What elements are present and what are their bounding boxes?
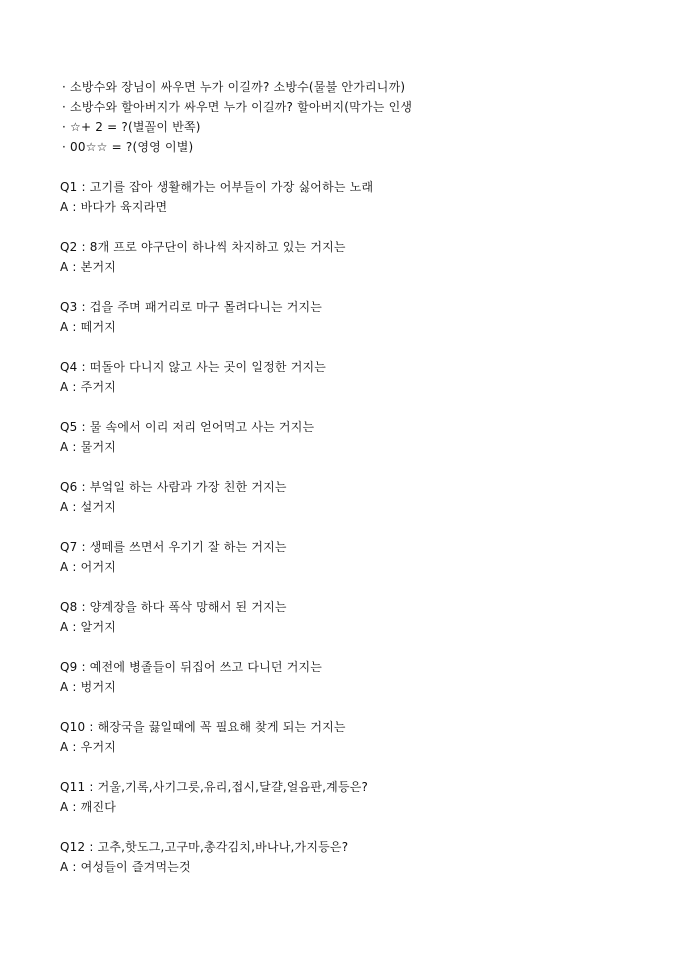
question: Q5 : 물 속에서 이리 저리 얻어먹고 사는 거지는 bbox=[60, 420, 315, 434]
qa-item bbox=[60, 360, 373, 420]
qa-item bbox=[60, 180, 373, 240]
qa-item bbox=[60, 540, 373, 600]
question: Q7 : 생떼를 쓰면서 우기기 잘 하는 거지는 bbox=[60, 540, 287, 554]
answer: A : 깨진다 bbox=[60, 800, 117, 814]
answer: A : 우거지 bbox=[60, 740, 117, 754]
answer: A : 주거지 bbox=[60, 380, 117, 394]
question: Q9 : 예전에 병졸들이 뒤집어 쓰고 다니던 거지는 bbox=[60, 660, 323, 674]
question: Q11 : 거울,기록,사기그릇,유리,접시,달걀,얼음판,계등은? bbox=[60, 780, 369, 794]
answer: A : 본거지 bbox=[60, 260, 117, 274]
riddle-bullet-list bbox=[62, 80, 412, 160]
qa-item bbox=[60, 660, 373, 720]
question: Q10 : 해장국을 끓일때에 꼭 필요해 찾게 되는 거지는 bbox=[60, 720, 346, 734]
question: Q6 : 부엌일 하는 사람과 가장 친한 거지는 bbox=[60, 480, 287, 494]
qa-item bbox=[60, 480, 373, 540]
riddle-bullet: · 00☆☆ = ?(영영 이별) bbox=[62, 140, 194, 154]
riddle-bullet: · 소방수와 장님이 싸우면 누가 이길까? 소방수(물불 안가리니까) bbox=[62, 80, 406, 94]
question: Q12 : 고추,핫도그,고구마,총각김치,바나나,가지등은? bbox=[60, 840, 349, 854]
qa-item bbox=[60, 300, 373, 360]
qa-list bbox=[60, 180, 373, 900]
riddle-bullet: · 소방수와 할아버지가 싸우면 누가 이길까? 할아버지(막가는 인생 bbox=[62, 100, 413, 114]
answer: A : 물거지 bbox=[60, 440, 117, 454]
question: Q4 : 떠돌아 다니지 않고 사는 곳이 일정한 거지는 bbox=[60, 360, 327, 374]
answer: A : 떼거지 bbox=[60, 320, 117, 334]
question: Q1 : 고기를 잡아 생활해가는 어부들이 가장 싫어하는 노래 bbox=[60, 180, 374, 194]
qa-item bbox=[60, 720, 373, 780]
answer: A : 벙거지 bbox=[60, 680, 117, 694]
answer: A : 알거지 bbox=[60, 620, 117, 634]
qa-item bbox=[60, 780, 373, 840]
question: Q2 : 8개 프로 야구단이 하나씩 차지하고 있는 거지는 bbox=[60, 240, 346, 254]
riddle-bullet: · ☆+ 2 = ?(별꼴이 반쪽) bbox=[62, 120, 201, 134]
qa-item bbox=[60, 420, 373, 480]
qa-item bbox=[60, 600, 373, 660]
qa-item bbox=[60, 840, 373, 900]
answer: A : 설거지 bbox=[60, 500, 117, 514]
qa-item bbox=[60, 240, 373, 300]
answer: A : 어거지 bbox=[60, 560, 117, 574]
answer: A : 바다가 육지라면 bbox=[60, 200, 168, 214]
question: Q3 : 겁을 주며 패거리로 마구 몰려다니는 거지는 bbox=[60, 300, 323, 314]
answer: A : 여성들이 즐겨먹는것 bbox=[60, 860, 191, 874]
question: Q8 : 양계장을 하다 폭삭 망해서 된 거지는 bbox=[60, 600, 287, 614]
